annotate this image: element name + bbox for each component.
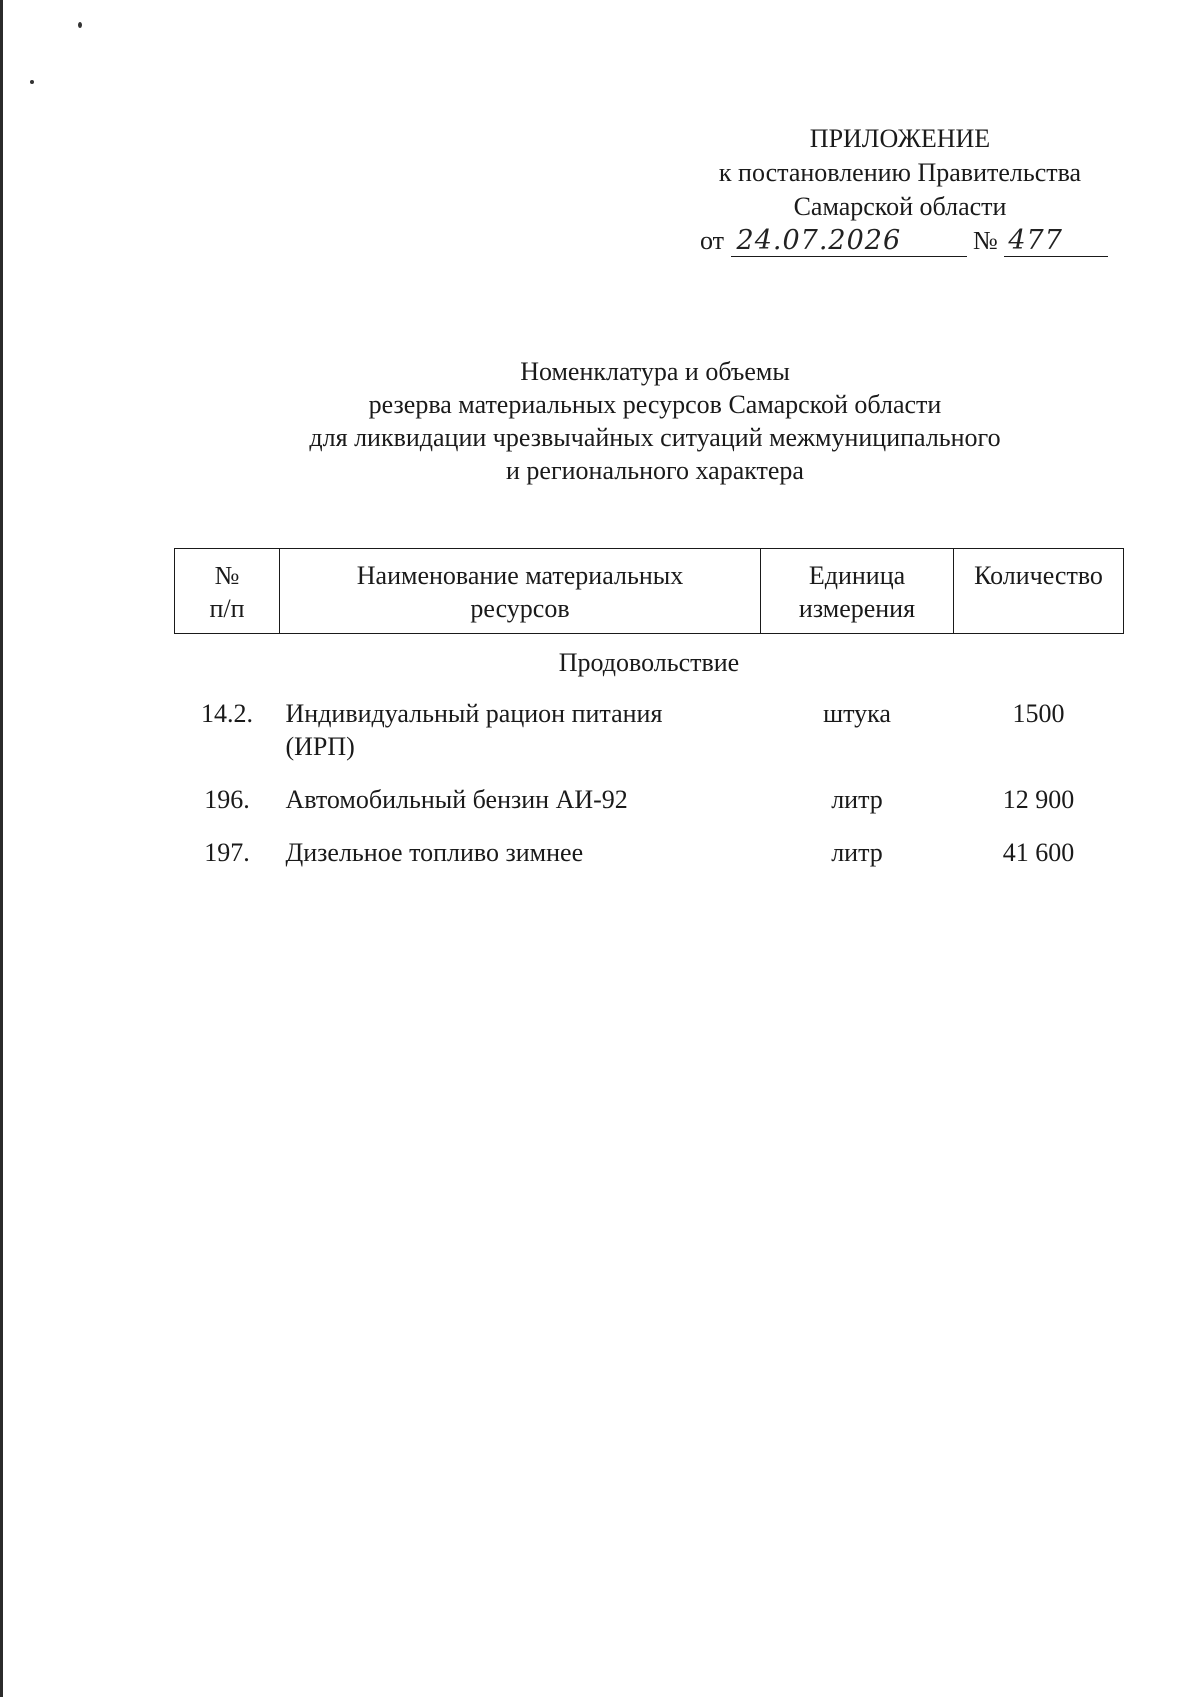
header-name (280, 549, 761, 634)
appendix-line-2: Самарской области (793, 192, 1007, 221)
header-unit-line-2: измерения (798, 594, 916, 623)
row-unit: штука (823, 699, 891, 728)
header-qty (954, 549, 1124, 634)
number-prefix: № (973, 226, 998, 255)
row-qty: 41 600 (1002, 838, 1075, 867)
document-title (180, 355, 1130, 487)
header-name-line-2: ресурсов (470, 594, 570, 623)
title-line-2: резерва материальных ресурсов Самарской области (368, 390, 942, 419)
appendix-title: ПРИЛОЖЕНИЕ (809, 124, 991, 153)
appendix-date-line (680, 224, 1120, 258)
header-unit (761, 549, 954, 634)
header-num-line-1: № (214, 561, 240, 590)
row-qty: 1500 (1012, 699, 1065, 728)
row-unit: литр (831, 838, 883, 867)
row-name: Автомобильный бензин АИ-92 (285, 785, 628, 814)
group-row (175, 634, 1124, 698)
header-unit-line-1: Единица (808, 561, 906, 590)
row-qty: 12 900 (1002, 785, 1075, 814)
row-name-line-2: (ИРП) (285, 732, 355, 761)
table-header-row (175, 549, 1124, 634)
title-line-3: для ликвидации чрезвычайных ситуаций межмуниципального (309, 423, 1001, 452)
row-num: 14.2. (201, 699, 253, 728)
table-row (175, 783, 1124, 836)
scan-speck (78, 22, 82, 28)
date-prefix: от (700, 226, 725, 255)
row-name (280, 697, 761, 783)
appendix-block (680, 122, 1120, 258)
resources-table (174, 548, 1124, 889)
row-name-line-1: Индивидуальный рацион питания (285, 699, 663, 728)
group-label: Продовольствие (558, 648, 740, 677)
header-qty-label: Количество (974, 561, 1103, 590)
scan-speck (30, 80, 34, 84)
table-row (175, 836, 1124, 889)
header-num (175, 549, 280, 634)
handwritten-date: 24.07.2026 (731, 226, 967, 257)
handwritten-number: 477 (1004, 226, 1108, 257)
row-num: 197. (204, 838, 250, 867)
table-row (175, 697, 1124, 783)
title-line-1: Номенклатура и объемы (520, 357, 790, 386)
header-name-line-1: Наименование материальных (356, 561, 684, 590)
appendix-line-1: к постановлению Правительства (718, 158, 1082, 187)
header-num-line-2: п/п (209, 594, 245, 623)
row-name: Дизельное топливо зимнее (285, 838, 584, 867)
title-line-4: и регионального характера (506, 456, 804, 485)
page-edge (0, 0, 3, 1697)
row-unit: литр (831, 785, 883, 814)
row-num: 196. (204, 785, 250, 814)
